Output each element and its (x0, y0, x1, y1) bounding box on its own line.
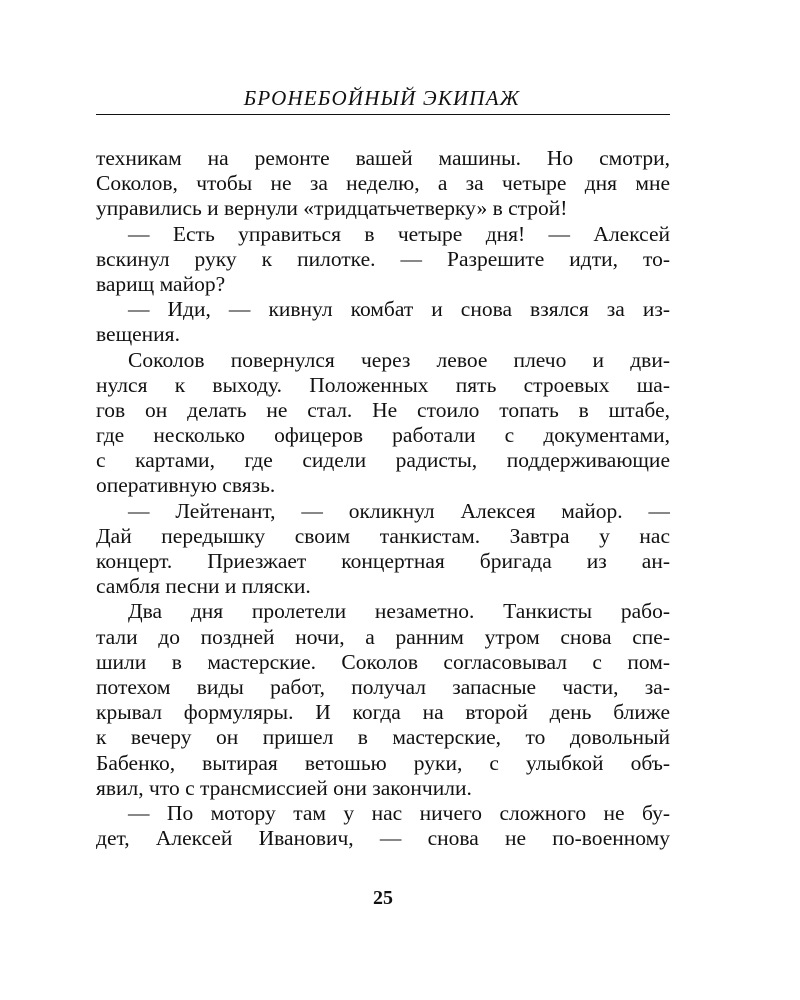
text-line: — По мотору там у нас ничего сложного не бу- (128, 800, 670, 825)
text-line: варищ майор? (96, 271, 226, 296)
text-line: техникам на ремонте вашей машины. Но смотри, (96, 146, 670, 170)
header-rule (96, 114, 670, 115)
text-line: оперативную связь. (96, 473, 276, 498)
text-line: где несколько офицеров работали с документами, (96, 423, 670, 448)
text-line: самбля песни и пляски. (96, 574, 311, 599)
text-line: явил, что с трансмиссией они закончили. (96, 775, 472, 800)
text-line: вскинул руку к пилотке. — Разрешите идти, то- (96, 246, 670, 271)
text-line: крывал формуляры. И когда на второй день ближе (96, 700, 670, 725)
text-line: с картами, где сидели радисты, поддерживающие (96, 448, 670, 473)
text-line: нулся к выходу. Положенных пять строевых ша- (96, 372, 670, 397)
text-line: вещения. (96, 322, 180, 347)
text-line: Соколов, чтобы не за неделю, а за четыре дня мне (96, 171, 670, 196)
text-line: Дай передышку своим танкистам. Завтра у нас (96, 523, 670, 548)
running-title: БРОНЕБОЙНЫЙ ЭКИПАЖ (243, 86, 521, 110)
text-line: Два дня пролетели незаметно. Танкисты рабо- (128, 599, 670, 624)
text-line: — Иди, — кивнул комбат и снова взялся за из- (128, 297, 670, 322)
text-line: шили в мастерские. Соколов согласовывал с пом- (96, 649, 670, 674)
text-line: гов он делать не стал. Не стоило топать в штабе, (96, 397, 670, 422)
text-line: — Есть управиться в четыре дня! — Алексей (128, 221, 670, 246)
text-line: к вечеру он пришел в мастерские, то довольный (96, 725, 670, 750)
text-line: Соколов повернулся через левое плечо и дви- (128, 347, 670, 372)
text-line: — Лейтенант, — окликнул Алексея майор. — (128, 498, 670, 523)
text-line: потехом виды работ, получал запасные части, за- (96, 674, 670, 699)
text-line: Бабенко, вытирая ветошью руки, с улыбкой объ- (96, 750, 670, 775)
page-number: 25 (373, 887, 393, 909)
text-line: управились и вернули «тридцатьчетверку» в строй! (96, 196, 568, 221)
text-line: концерт. Приезжает концертная бригада из ан- (96, 549, 670, 573)
text-line: тали до поздней ночи, а ранним утром снова спе- (96, 624, 670, 649)
text-line: дет, Алексей Иванович, — снова не по-военному (96, 826, 670, 851)
body-text (96, 146, 670, 851)
